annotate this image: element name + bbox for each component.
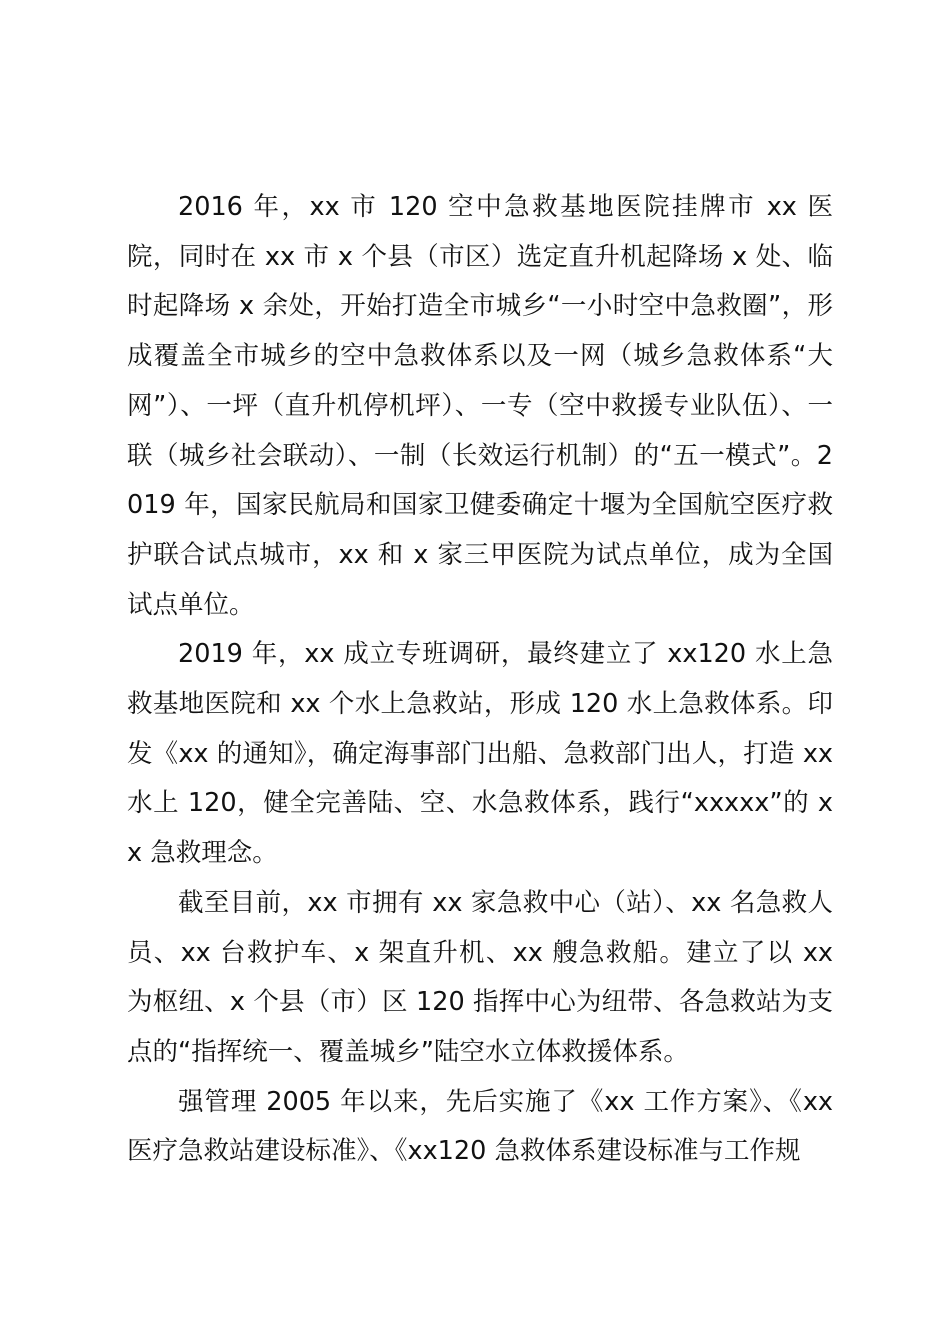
document-body — [127, 183, 833, 1177]
paragraph-management: 强管理 2005 年以来，先后实施了《xx 工作方案》、《xx 医疗急救站建设标准》、《xx120 急救体系建设标准与工作规 — [127, 1086, 833, 1167]
paragraph-air-rescue: 2016 年，xx 市 120 空中急救基地医院挂牌市 xx 医院，同时在 xx 市 x 个县（市区）选定直升机起降场 x 处、临时起降场 x 余处，开始打造全市城乡“一小时空中急救圈”，形成覆盖全市城乡的空中急救体系以及一网（城乡急救体系“大网”）、一坪（直升机停机坪）、一专（空中救援专业队伍）、一联（城乡社会联动）、一制（长效运行机制）的“五一模式”。2019 年，国家民航局和国家卫健委确定十堰为全国航空医疗救护联合试点城市，xx 和 x 家三甲医院为试点单位，成为全国试点单位。 — [127, 192, 833, 620]
paragraph-water-rescue: 2019 年，xx 成立专班调研，最终建立了 xx120 水上急救基地医院和 xx 个水上急救站，形成 120 水上急救体系。印发《xx 的通知》，确定海事部门出船、急救部门出人，打造 xx 水上 120，健全完善陆、空、水急救体系，践行“xxxxx”的 xx 急救理念。 — [127, 639, 833, 869]
paragraph-current-status: 截至目前，xx 市拥有 xx 家急救中心（站）、xx 名急救人员、xx 台救护车、x 架直升机、xx 艘急救船。建立了以 xx 为枢纽、x 个县（市）区 120 指挥中心为纽带、各急救站为支点的“指挥统一、覆盖城乡”陆空水立体救援体系。 — [127, 887, 833, 1067]
